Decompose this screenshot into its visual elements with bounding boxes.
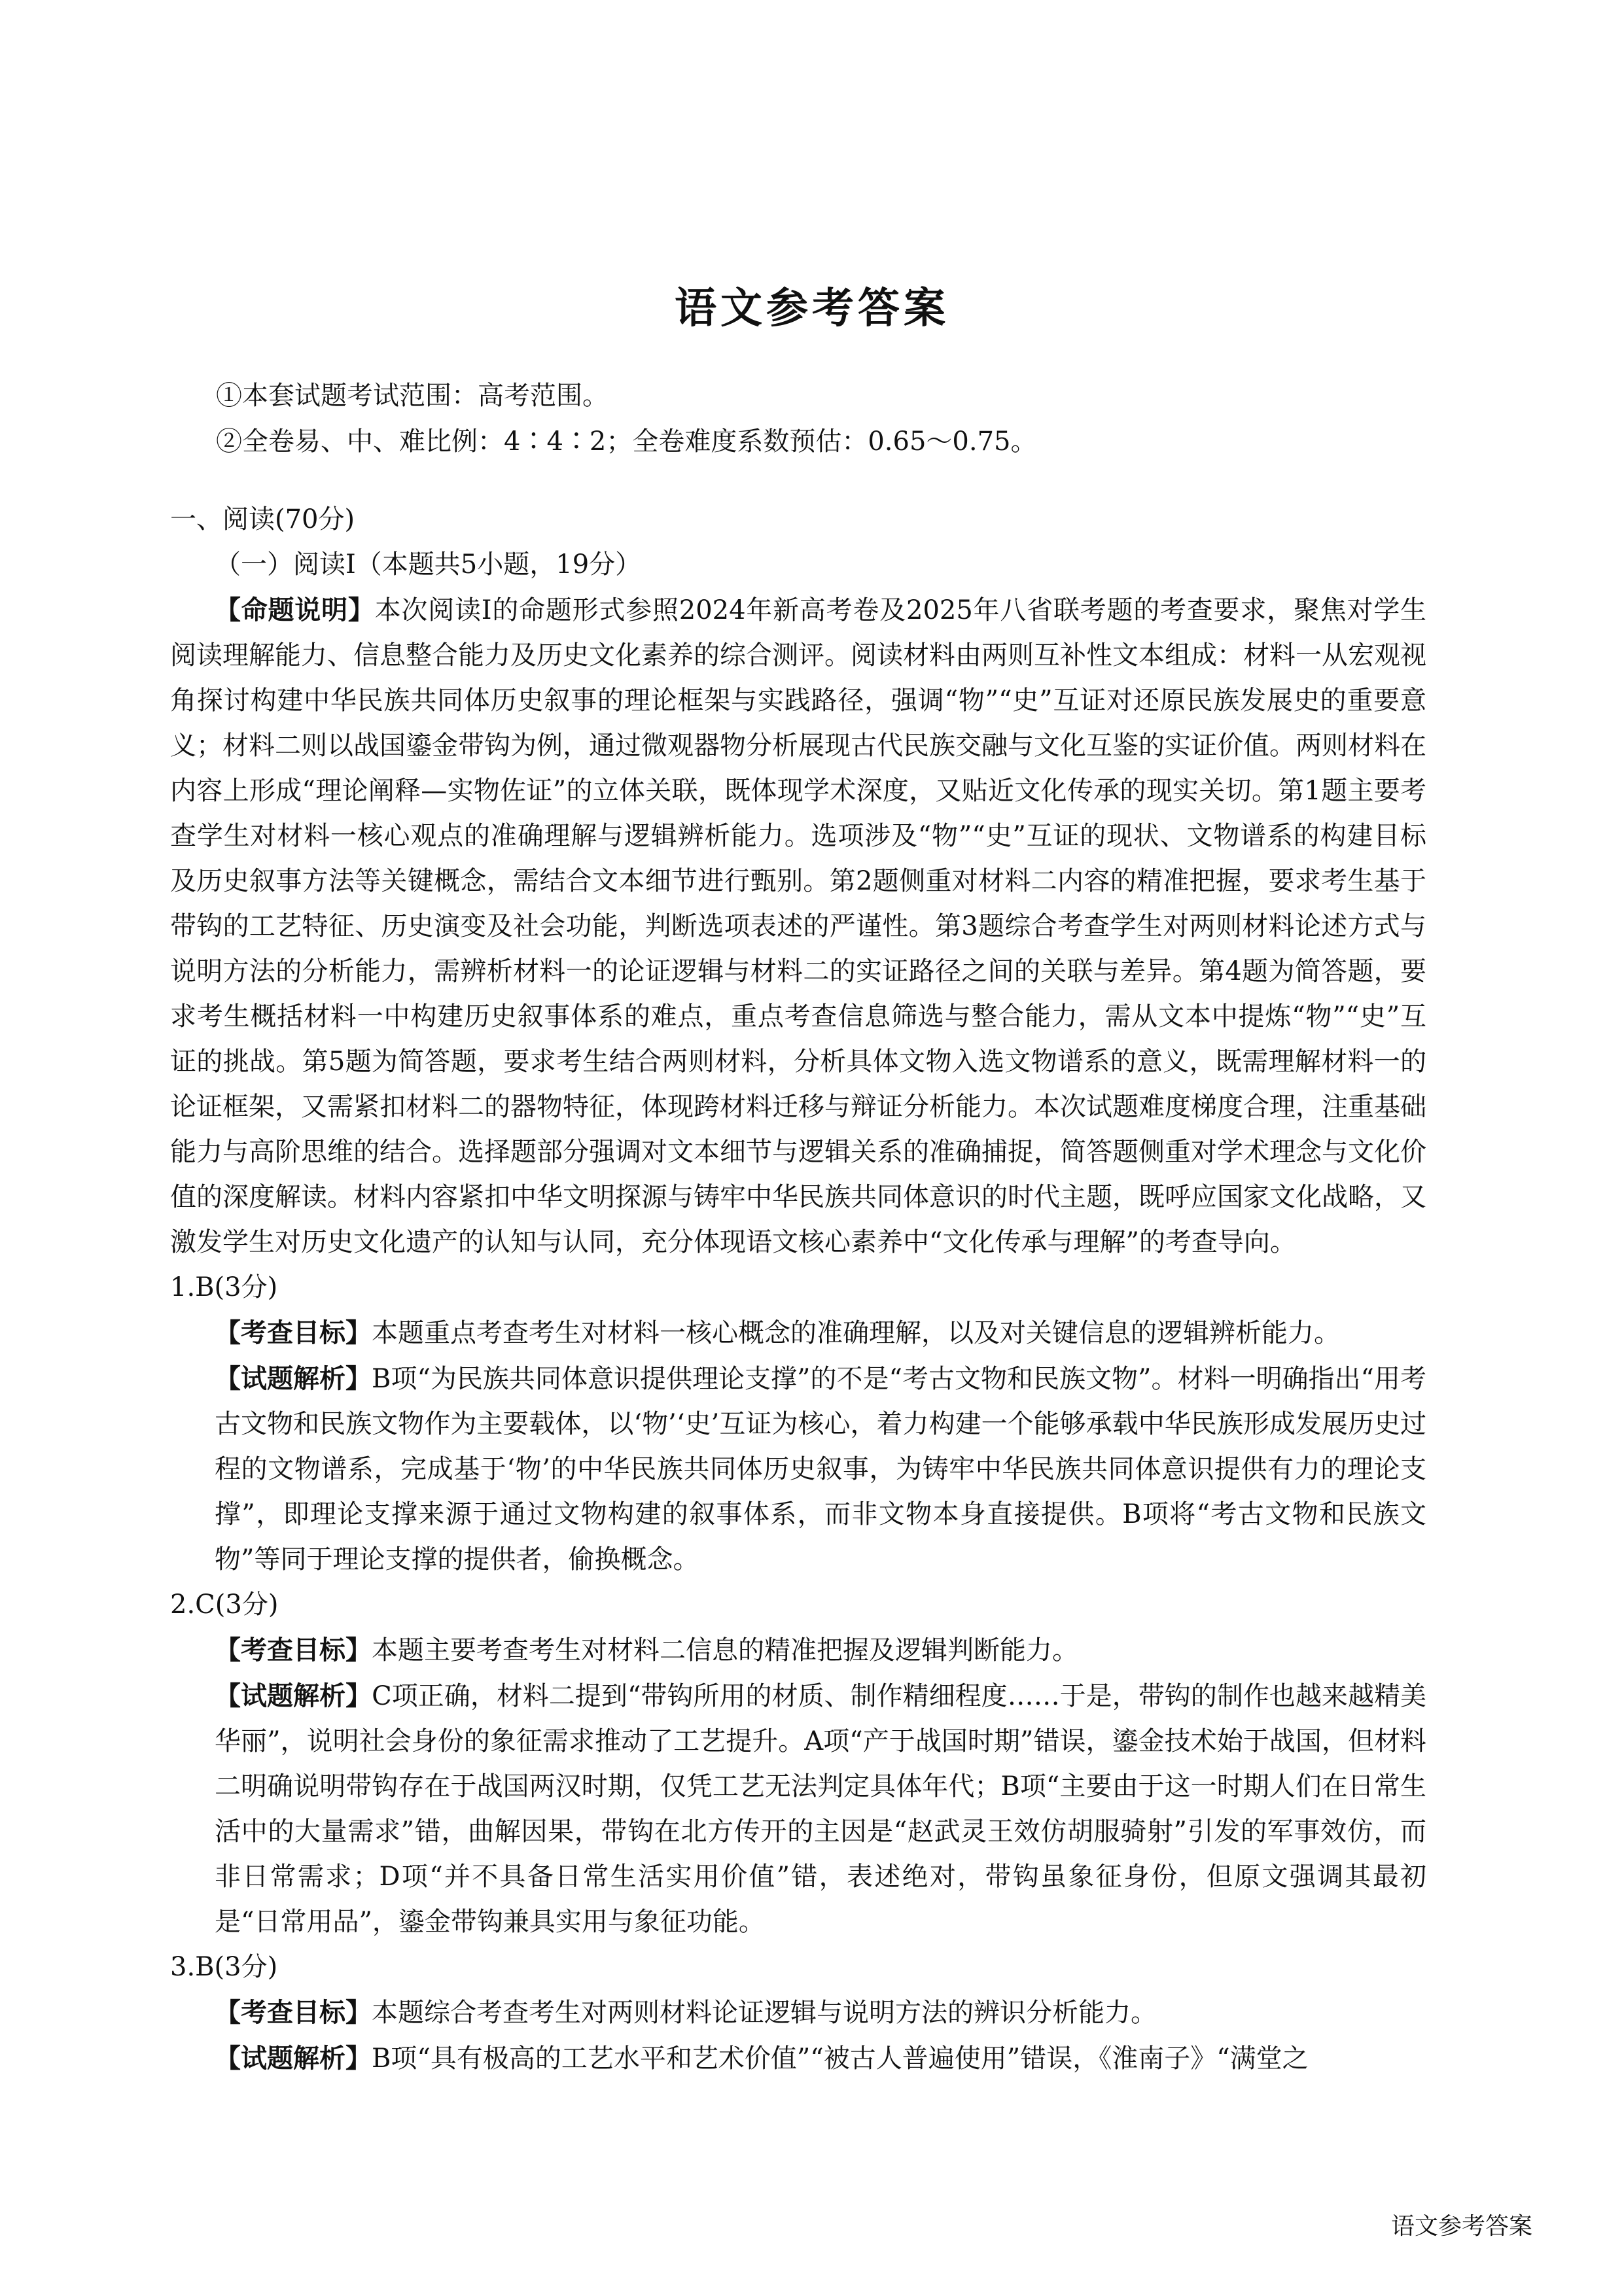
target-tag: 【考查目标】 bbox=[215, 1997, 372, 2028]
page-title: 语文参考答案 bbox=[675, 285, 949, 333]
target-text: 本题重点考查考生对材料一核心概念的准确理解，以及对关键信息的逻辑辨析能力。 bbox=[372, 1318, 1340, 1348]
intro-tag: 【命题说明】 bbox=[215, 595, 375, 625]
analysis-text: B项“具有极高的工艺水平和艺术价值”“被古人普遍使用”错误，《淮南子》“满堂之 bbox=[372, 2044, 1309, 2074]
target-tag: 【考查目标】 bbox=[215, 1635, 372, 1665]
section-heading: 一、阅读(70分) bbox=[170, 504, 355, 534]
page-footer: 语文参考答案 bbox=[1390, 2213, 1532, 2240]
main-content bbox=[170, 497, 1426, 2081]
question-3-analysis bbox=[215, 2036, 1426, 2081]
question-1-analysis bbox=[215, 1356, 1426, 1582]
analysis-text: C项正确，材料二提到“带钩所用的材质、制作精细程度……于是，带钩的制作也越来越精美华丽”，说明社会身份的象征需求推动了工艺提升。A项“产于战国时期”错误，鎏金技术始于战国，但材料二明确说明带钩存在于战国两汉时期，仅凭工艺无法判定具体年代；B项“主要由于这一时期人们在日常生活中的大量需求”错，曲解因果，带钩在北方传开的主因是“赵武灵王效仿胡服骑射”引发的军事效仿，而非日常需求；D项“并不具备日常生活实用价值”错，表述绝对，带钩虽象征身份，但原文强调其最初是“日常用品”，鎏金带钩兼具实用与象征功能。 bbox=[215, 1681, 1426, 1937]
exam-notes bbox=[216, 373, 1036, 464]
question-3-target bbox=[215, 1990, 1426, 2036]
analysis-tag: 【试题解析】 bbox=[215, 1680, 372, 1711]
question-2-analysis bbox=[215, 1673, 1426, 1945]
intro-text: 本次阅读Ⅰ的命题形式参照2024年新高考卷及2025年八省联考题的考查要求，聚焦对学生阅读理解能力、信息整合能力及历史文化素养的综合测评。阅读材料由两则互补性文本组成：材料一从宏观视角探讨构建中华民族共同体历史叙事的理论框架与实践路径，强调“物”“史”互证对还原民族发展史的重要意义；材料二则以战国鎏金带钩为例，通过微观器物分析展现古代民族交融与文化互鉴的实证价值。两则材料在内容上形成“理论阐释—实物佐证”的立体关联，既体现学术深度，又贴近文化传承的现实关切。第1题主要考查学生对材料一核心观点的准确理解与逻辑辨析能力。选项涉及“物”“史”互证的现状、文物谱系的构建目标及历史叙事方法等关键概念，需结合文本细节进行甄别。第2题侧重对材料二内容的精准把握，要求考生基于带钩的工艺特征、历史演变及社会功能，判断选项表述的严谨性。第3题综合考查学生对两则材料论述方式与说明方法的分析能力，需辨析材料一的论证逻辑与材料二的实证路径之间的关联与差异。第4题为简答题，要求考生概括材料一中构建历史叙事体系的难点，重点考查信息筛选与整合能力，需从文本中提炼“物”“史”互证的挑战。第5题为简答题，要求考生结合两则材料，分析具体文物入选文物谱系的意义，既需理解材料一的论证框架，又需紧扣材料二的器物特征，体现跨材料迁移与辩证分析能力。本次试题难度梯度合理，注重基础能力与高阶思维的结合。选择题部分强调对文本细节与逻辑关系的准确捕捉，简答题侧重对学术理念与文化价值的深度解读。材料内容紧扣中华文明探源与铸牢中华民族共同体意识的时代主题，既呼应国家文化战略，又激发学生对历史文化遗产的认知与认同，充分体现语文核心素养中“文化传承与理解”的考查导向。 bbox=[170, 595, 1426, 1257]
target-tag: 【考查目标】 bbox=[215, 1317, 372, 1348]
question-3-answer: 3.B(3分) bbox=[170, 1952, 278, 1982]
sub-heading: （一）阅读Ⅰ（本题共5小题，19分） bbox=[215, 549, 642, 580]
analysis-text: B项“为民族共同体意识提供理论支撑”的不是“考古文物和民族文物”。材料一明确指出“用考古文物和民族文物作为主要载体，以‘物’‘史’互证为核心，着力构建一个能够承载中华民族形成发展历史过程的文物谱系，完成基于‘物’的中华民族共同体历史叙事，为铸牢中华民族共同体意识提供有力的理论支撑”，即理论支撑来源于通过文物构建的叙事体系，而非文物本身直接提供。B项将“考古文物和民族文物”等同于理论支撑的提供者，偷换概念。 bbox=[215, 1364, 1427, 1574]
target-text: 本题综合考查考生对两则材料论证逻辑与说明方法的辨识分析能力。 bbox=[372, 1998, 1157, 2028]
question-2-answer: 2.C(3分) bbox=[170, 1590, 279, 1620]
target-text: 本题主要考查考生对材料二信息的精准把握及逻辑判断能力。 bbox=[372, 1635, 1078, 1665]
note-scope: ①本套试题考试范围：高考范围。 bbox=[216, 381, 609, 411]
analysis-tag: 【试题解析】 bbox=[215, 2043, 372, 2074]
question-1-target bbox=[215, 1310, 1426, 1356]
intro-paragraph bbox=[170, 587, 1426, 1265]
note-difficulty: ②全卷易、中、难比例：4∶4∶2；全卷难度系数预估：0.65～0.75。 bbox=[216, 426, 1037, 457]
analysis-tag: 【试题解析】 bbox=[215, 1363, 372, 1394]
question-1-answer: 1.B(3分) bbox=[170, 1272, 278, 1302]
question-2-target bbox=[215, 1627, 1426, 1673]
